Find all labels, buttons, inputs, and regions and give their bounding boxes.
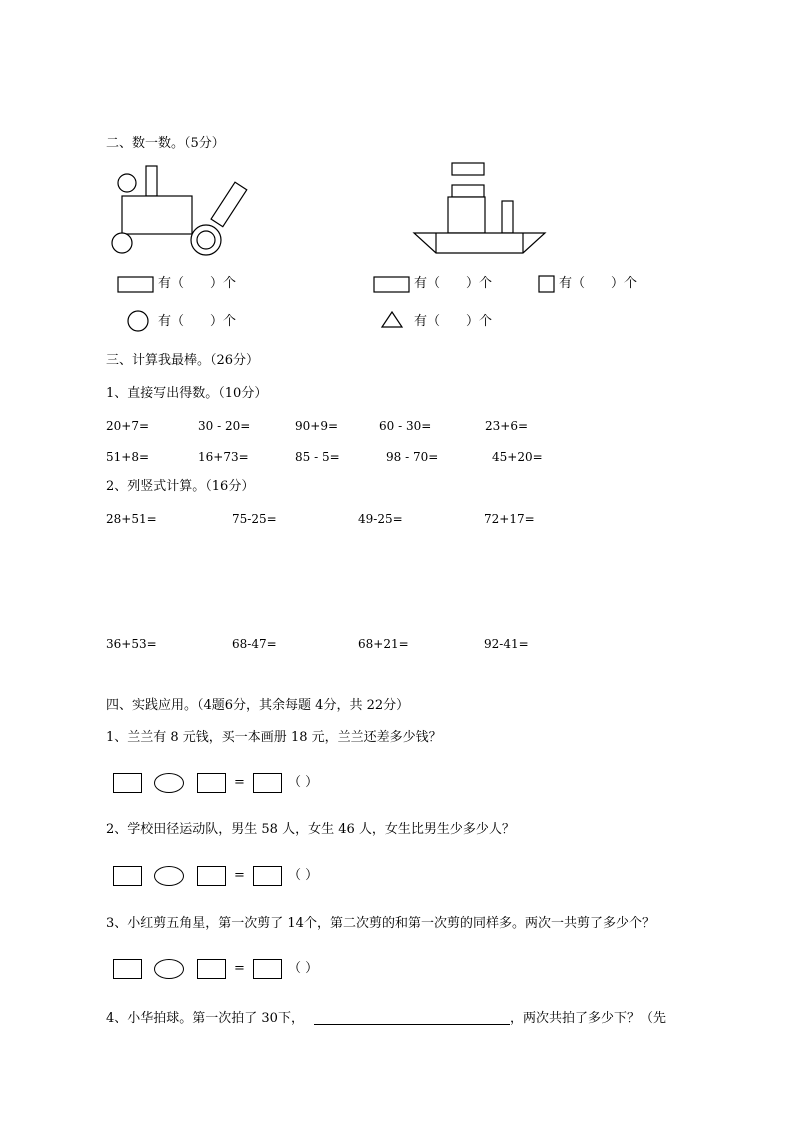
question-3: 3、小红剪五角星，第一次剪了 14个，第二次剪的和第一次剪的同样多。两次一共剪了多少个？ xyxy=(106,916,655,931)
square-icon xyxy=(539,276,554,292)
answer-box[interactable] xyxy=(197,866,226,886)
oral-calc-item: 60 - 30= xyxy=(379,419,432,433)
count-rectangle-text: 有（ ）个 xyxy=(158,276,237,291)
unit-parentheses: （ ） xyxy=(288,775,319,790)
part-1-title: 1、直接写出得数。（10分） xyxy=(106,386,268,401)
question-1: 1、兰兰有 8 元钱，买一本画册 18 元，兰兰还差多少钱？ xyxy=(106,730,442,745)
equals-sign: = xyxy=(234,868,245,883)
answer-box[interactable] xyxy=(253,959,282,979)
boat-cabin xyxy=(448,197,485,233)
question-4-part-b: ，两次共拍了多少下？（先 xyxy=(510,1011,667,1026)
question-4-part-a: 4、小华拍球。第一次拍了 30下， xyxy=(106,1011,304,1026)
tractor-chimney xyxy=(146,166,157,196)
boat-mast xyxy=(502,201,513,233)
operator-oval[interactable] xyxy=(154,959,184,979)
vertical-calc-item: 68-47= xyxy=(232,637,277,651)
boat-flag xyxy=(452,163,484,175)
tractor-big-wheel-inner xyxy=(197,231,215,249)
boat-hull xyxy=(414,233,545,253)
oral-calc-item: 98 - 70= xyxy=(386,450,439,464)
tractor-top-circle xyxy=(118,174,136,192)
answer-box[interactable] xyxy=(253,773,282,793)
section-3-title: 三、计算我最棒。（26分） xyxy=(106,353,260,368)
fill-in-blank-line[interactable] xyxy=(314,1024,510,1025)
tractor-big-wheel-outer xyxy=(191,225,221,255)
oral-calc-item: 23+6= xyxy=(485,419,529,433)
vertical-calc-item: 49-25= xyxy=(358,512,403,526)
circle-icon xyxy=(128,311,148,331)
oral-calc-item: 30 - 20= xyxy=(198,419,251,433)
rectangle-icon-2 xyxy=(374,277,409,292)
answer-box[interactable] xyxy=(197,959,226,979)
question-2: 2、学校田径运动队，男生 58 人，女生 46 人，女生比男生少多少人？ xyxy=(106,822,515,837)
tractor-body xyxy=(122,196,192,234)
boat-cabin-top xyxy=(452,185,484,197)
unit-parentheses: （ ） xyxy=(288,961,319,976)
rectangle-icon xyxy=(118,277,153,292)
answer-box[interactable] xyxy=(113,773,142,793)
vertical-calc-item: 92-41= xyxy=(484,637,529,651)
oral-calc-item: 45+20= xyxy=(492,450,543,464)
equals-sign: = xyxy=(234,961,245,976)
oral-calc-item: 16+73= xyxy=(198,450,249,464)
oral-calc-item: 85 - 5= xyxy=(295,450,340,464)
triangle-icon xyxy=(382,312,402,327)
oral-calc-item: 90+9= xyxy=(295,419,339,433)
answer-box[interactable] xyxy=(113,959,142,979)
vertical-calc-item: 28+51= xyxy=(106,512,157,526)
answer-box[interactable] xyxy=(197,773,226,793)
oral-calc-item: 20+7= xyxy=(106,419,150,433)
answer-box[interactable] xyxy=(113,866,142,886)
tractor-arm xyxy=(211,182,247,227)
vertical-calc-item: 68+21= xyxy=(358,637,409,651)
answer-box[interactable] xyxy=(253,866,282,886)
oral-calc-item: 51+8= xyxy=(106,450,150,464)
section-4-title: 四、实践应用。（4题6分，其余每题 4分，共 22分） xyxy=(106,698,410,713)
count-square-text: 有（ ）个 xyxy=(559,276,638,291)
vertical-calc-item: 36+53= xyxy=(106,637,157,651)
operator-oval[interactable] xyxy=(154,773,184,793)
part-2-title: 2、列竖式计算。（16分） xyxy=(106,479,255,494)
vertical-calc-item: 72+17= xyxy=(484,512,535,526)
equals-sign: = xyxy=(234,775,245,790)
vertical-calc-item: 75-25= xyxy=(232,512,277,526)
unit-parentheses: （ ） xyxy=(288,868,319,883)
count-triangle-text: 有（ ）个 xyxy=(414,314,493,329)
count-rectangle-text-2: 有（ ）个 xyxy=(414,276,493,291)
count-circle-text: 有（ ）个 xyxy=(158,314,237,329)
section-2-title: 二、数一数。（5分） xyxy=(106,136,225,151)
operator-oval[interactable] xyxy=(154,866,184,886)
tractor-small-wheel xyxy=(112,233,132,253)
